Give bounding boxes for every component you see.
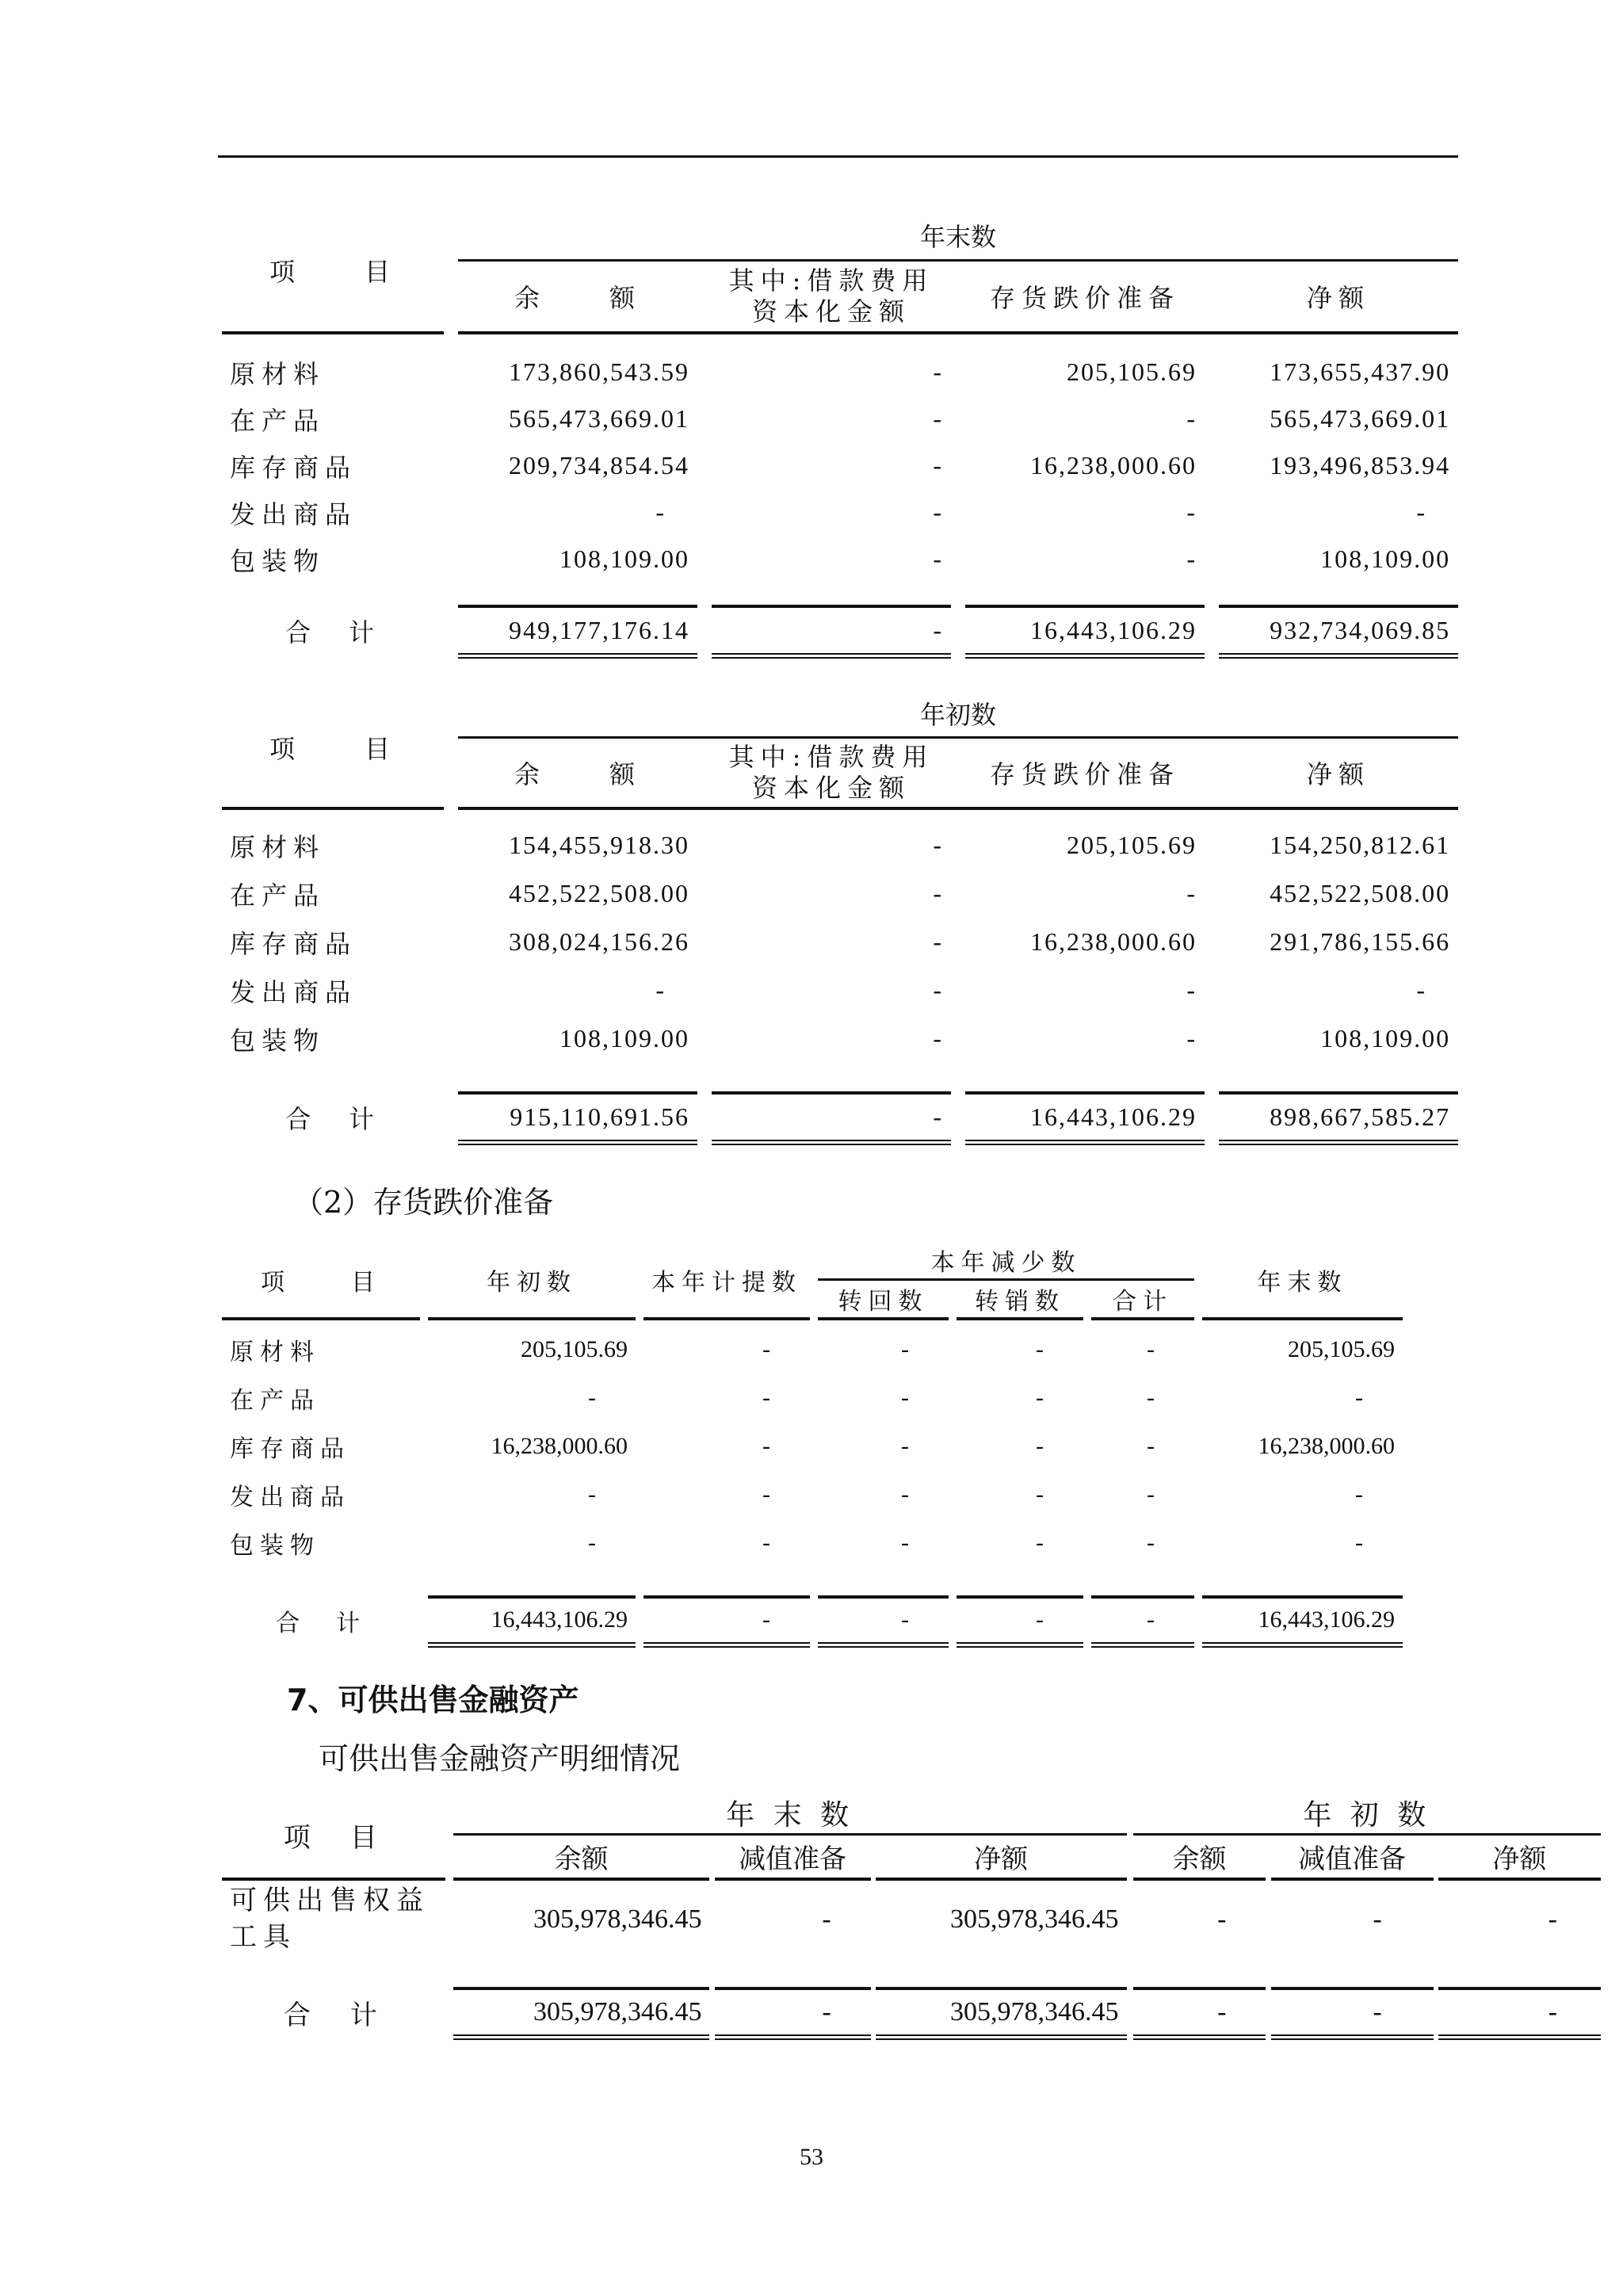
cell-provision: - (1186, 879, 1197, 907)
col-begin-header: 年初数 (428, 1243, 636, 1319)
cell-subtotal: - (1147, 1335, 1155, 1362)
cell-net: 108,109.00 (1320, 1024, 1451, 1052)
total-e-net: 305,978,346.45 (876, 1988, 1127, 2038)
row-item: 原材料 (230, 831, 326, 862)
cell-b-balance: - (1217, 1904, 1227, 1934)
total-capitalized: - (712, 1093, 951, 1142)
row-item-line2: 工具 (230, 1920, 296, 1953)
table-row (222, 489, 1458, 536)
header-rule (218, 155, 1458, 158)
table-row (222, 918, 1458, 966)
cell-accrued: - (762, 1529, 770, 1556)
cell-net: 154,250,812.61 (1270, 831, 1451, 859)
cell-net: - (1416, 498, 1427, 526)
cell-provision: 205,105.69 (1067, 357, 1197, 386)
col-b-balance-header: 余额 (1133, 1835, 1266, 1879)
col-decrease-header: 本年减少数 (818, 1243, 1194, 1279)
cell-accrued: - (762, 1432, 770, 1459)
cell-reversal: - (901, 1432, 909, 1459)
cell-capitalized: - (933, 404, 943, 433)
col-b-net-header: 净额 (1438, 1835, 1601, 1879)
total-net: 932,734,069.85 (1219, 606, 1458, 655)
col-reversal-header: 转回数 (818, 1279, 949, 1319)
table-row (222, 1014, 1458, 1063)
col-item-header: 项 目 (222, 1793, 445, 1879)
cell-balance: 108,109.00 (559, 1024, 689, 1052)
table-row (222, 536, 1458, 583)
total-row (222, 606, 1458, 655)
cell-begin: - (588, 1480, 596, 1507)
cell-capitalized: - (933, 927, 943, 956)
total-row (222, 1597, 1403, 1645)
section-7-heading: 7、可供出售金融资产 (287, 1683, 579, 1717)
total-end: 16,443,106.29 (1202, 1597, 1403, 1645)
cell-net: 452,522,508.00 (1270, 879, 1451, 907)
col-provision-header: 存货跌价准备 (965, 260, 1205, 333)
available-for-sale-table (222, 1793, 1601, 2040)
row-item: 包装物 (230, 1025, 326, 1056)
cell-balance: - (655, 976, 666, 1004)
page-number: 53 (800, 2144, 823, 2170)
cell-provision: 16,238,000.60 (1030, 451, 1197, 479)
total-row (222, 1093, 1458, 1142)
row-item: 发出商品 (230, 1483, 350, 1511)
col-capitalized-header (712, 260, 951, 333)
group-header-year-end: 年末数 (458, 212, 1458, 260)
cell-end: - (1355, 1480, 1363, 1507)
provision-section-title: （2）存货跌价准备 (293, 1185, 554, 1220)
col-net-header: 净额 (1219, 737, 1458, 808)
cell-capitalized: - (933, 976, 943, 1004)
cell-provision: - (1186, 976, 1197, 1004)
cell-e-net: 305,978,346.45 (950, 1904, 1119, 1934)
cell-writeoff: - (1036, 1432, 1044, 1459)
col-e-balance-header: 余额 (453, 1835, 710, 1879)
row-item: 原材料 (230, 1338, 320, 1366)
table-row (222, 966, 1458, 1014)
total-accrued: - (643, 1597, 810, 1645)
cell-provision: - (1186, 1024, 1197, 1052)
cell-subtotal: - (1147, 1529, 1155, 1556)
row-item (222, 1879, 445, 1958)
col-e-net-header: 净额 (876, 1835, 1127, 1879)
row-item: 发出商品 (230, 976, 357, 1007)
cell-end: 205,105.69 (1288, 1335, 1395, 1362)
cell-provision: - (1186, 544, 1197, 573)
cell-net: 173,655,437.90 (1270, 357, 1451, 386)
total-b-net: - (1438, 1988, 1601, 2038)
col-item-header: 项 目 (222, 212, 444, 333)
total-provision: 16,443,106.29 (965, 606, 1205, 655)
cell-balance: 173,860,543.59 (509, 357, 689, 386)
col-capitalized-header-line1: 其中:借款费用 (728, 266, 934, 296)
cell-writeoff: - (1036, 1529, 1044, 1556)
table-row (222, 1879, 1601, 1958)
total-label: 合 计 (276, 1610, 366, 1637)
cell-net: 291,786,155.66 (1270, 927, 1451, 956)
total-label: 合 计 (285, 617, 380, 648)
col-b-impair-header: 减值准备 (1271, 1835, 1434, 1879)
cell-reversal: - (901, 1384, 909, 1411)
row-item: 在产品 (230, 880, 326, 911)
cell-balance: 308,024,156.26 (509, 927, 689, 956)
col-subtotal-header: 合计 (1091, 1279, 1194, 1319)
total-subtotal: - (1091, 1597, 1194, 1645)
cell-capitalized: - (933, 357, 943, 386)
col-balance-header: 余 额 (458, 737, 697, 808)
total-b-balance: - (1133, 1988, 1266, 2038)
cell-accrued: - (762, 1335, 770, 1362)
total-balance: 915,110,691.56 (458, 1093, 697, 1142)
group-year-begin: 年 初 数 (1133, 1793, 1601, 1835)
row-item: 库存商品 (230, 1435, 350, 1463)
cell-capitalized: - (933, 831, 943, 859)
total-reversal: - (818, 1597, 949, 1645)
cell-reversal: - (901, 1480, 909, 1507)
cell-begin: 205,105.69 (521, 1335, 628, 1362)
col-capitalized-header-line2: 资本化金额 (751, 772, 911, 803)
row-item: 包装物 (230, 545, 326, 576)
cell-capitalized: - (933, 498, 943, 526)
inventory-provision-table (222, 1243, 1403, 1648)
table-row (222, 821, 1458, 869)
cell-capitalized: - (933, 879, 943, 907)
col-accrued-header: 本年计提数 (643, 1243, 810, 1319)
col-capitalized-header (712, 737, 951, 808)
cell-end: - (1355, 1529, 1363, 1556)
total-provision: 16,443,106.29 (965, 1093, 1205, 1142)
cell-writeoff: - (1036, 1384, 1044, 1411)
table-row (222, 442, 1458, 489)
cell-b-net: - (1548, 1904, 1557, 1934)
total-writeoff: - (957, 1597, 1083, 1645)
total-net: 898,667,585.27 (1219, 1093, 1458, 1142)
cell-b-impair: - (1373, 1904, 1382, 1934)
col-balance-header: 余 额 (458, 260, 697, 333)
cell-accrued: - (762, 1384, 770, 1411)
group-year-end: 年 末 数 (453, 1793, 1127, 1835)
cell-capitalized: - (933, 451, 943, 479)
row-item: 库存商品 (230, 452, 357, 483)
total-capitalized: - (712, 606, 951, 655)
total-balance: 949,177,176.14 (458, 606, 697, 655)
total-label: 合 计 (283, 2000, 384, 2031)
cell-writeoff: - (1036, 1335, 1044, 1362)
total-label: 合 计 (285, 1104, 380, 1134)
total-b-impair: - (1271, 1988, 1434, 2038)
section-7-subheading: 可供出售金融资产明细情况 (319, 1741, 681, 1776)
cell-provision: 16,238,000.60 (1030, 927, 1197, 956)
total-row (222, 1988, 1601, 2038)
cell-provision: - (1186, 404, 1197, 433)
group-header-year-begin: 年初数 (458, 691, 1458, 737)
row-item: 库存商品 (230, 928, 357, 959)
table-row (222, 1519, 1403, 1567)
cell-net: 193,496,853.94 (1270, 451, 1451, 479)
cell-e-balance: 305,978,346.45 (533, 1904, 702, 1934)
cell-end: - (1355, 1384, 1363, 1411)
cell-e-impair: - (822, 1904, 831, 1934)
inventory-year-begin-table (222, 691, 1458, 1145)
table-row (222, 1373, 1403, 1422)
col-end-header: 年末数 (1202, 1243, 1403, 1319)
total-e-balance: 305,978,346.45 (453, 1988, 710, 2038)
col-capitalized-header-line1: 其中:借款费用 (728, 742, 934, 773)
cell-end: 16,238,000.60 (1258, 1432, 1395, 1459)
cell-balance: 565,473,669.01 (509, 404, 689, 433)
cell-balance: 452,522,508.00 (509, 879, 689, 907)
col-item-header: 项 目 (222, 1243, 420, 1319)
cell-net: 565,473,669.01 (1270, 404, 1451, 433)
cell-provision: - (1186, 498, 1197, 526)
cell-reversal: - (901, 1335, 909, 1362)
cell-subtotal: - (1147, 1432, 1155, 1459)
cell-accrued: - (762, 1480, 770, 1507)
cell-begin: - (588, 1529, 596, 1556)
inventory-year-end-table (222, 212, 1458, 659)
table-row (222, 395, 1458, 442)
col-provision-header: 存货跌价准备 (965, 737, 1205, 808)
cell-writeoff: - (1036, 1480, 1044, 1507)
table-row (222, 1470, 1403, 1519)
cell-begin: 16,238,000.60 (491, 1432, 628, 1459)
cell-net: - (1416, 976, 1427, 1004)
table-row (222, 1325, 1403, 1373)
table-row (222, 1422, 1403, 1470)
col-item-header: 项 目 (222, 691, 444, 808)
row-item: 在产品 (230, 405, 326, 436)
table-row (222, 349, 1458, 395)
row-item: 发出商品 (230, 499, 357, 529)
row-item: 在产品 (230, 1386, 320, 1415)
col-capitalized-header-line2: 资本化金额 (751, 296, 911, 327)
cell-subtotal: - (1147, 1480, 1155, 1507)
table-row (222, 869, 1458, 918)
row-item-line1: 可供出售权益 (230, 1884, 430, 1916)
total-begin: 16,443,106.29 (428, 1597, 636, 1645)
cell-balance: - (655, 498, 666, 526)
cell-capitalized: - (933, 544, 943, 573)
cell-balance: 154,455,918.30 (509, 831, 689, 859)
cell-reversal: - (901, 1529, 909, 1556)
total-e-impair: - (715, 1988, 871, 2038)
cell-provision: 205,105.69 (1067, 831, 1197, 859)
row-item: 包装物 (230, 1531, 320, 1560)
cell-balance: 209,734,854.54 (509, 451, 689, 479)
cell-net: 108,109.00 (1320, 544, 1451, 573)
col-writeoff-header: 转销数 (957, 1279, 1083, 1319)
cell-capitalized: - (933, 1024, 943, 1052)
row-item: 原材料 (230, 358, 326, 389)
cell-subtotal: - (1147, 1384, 1155, 1411)
cell-balance: 108,109.00 (559, 544, 689, 573)
cell-begin: - (588, 1384, 596, 1411)
col-e-impair-header: 减值准备 (715, 1835, 871, 1879)
col-net-header: 净额 (1219, 260, 1458, 333)
